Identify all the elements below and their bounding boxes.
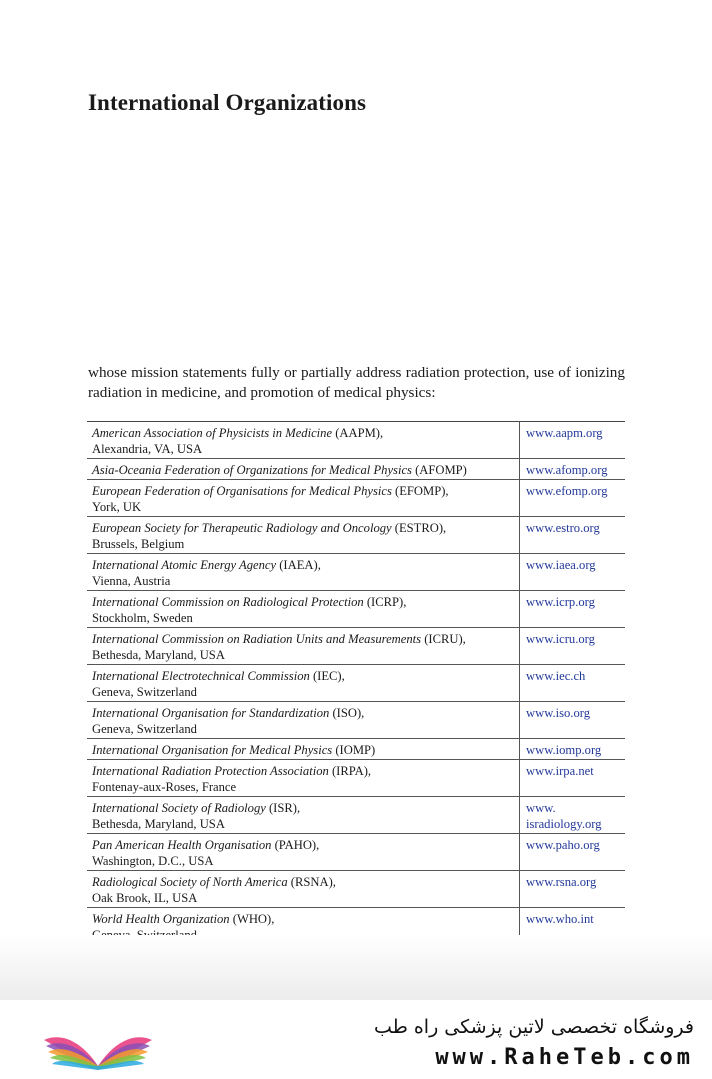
organization-cell (87, 702, 520, 739)
website-link[interactable]: www.icrp.org (520, 591, 626, 628)
table-row (87, 628, 625, 665)
organization-name: International Organisation for Standardization (92, 706, 330, 720)
organization-cell (87, 628, 520, 665)
organization-name: International Society of Radiology (92, 801, 266, 815)
table-row (87, 480, 625, 517)
organization-cell (87, 422, 520, 459)
organization-abbreviation: (PAHO), (271, 838, 320, 852)
organization-cell (87, 834, 520, 871)
organization-abbreviation: (RSNA), (287, 875, 336, 889)
table-row (87, 517, 625, 554)
organization-cell (87, 739, 520, 760)
table-row (87, 834, 625, 871)
organization-cell (87, 591, 520, 628)
organization-name: Radiological Society of North America (92, 875, 288, 889)
organization-name: International Commission on Radiological Protection (92, 595, 364, 609)
website-link[interactable]: www.aapm.org (520, 422, 626, 459)
store-name: فروشگاه تخصصی لاتین پزشکی راه طب (374, 1016, 694, 1038)
organization-abbreviation: (IOMP) (332, 743, 376, 757)
table-row (87, 871, 625, 908)
table-row (87, 459, 625, 480)
organization-abbreviation: (WHO), (229, 912, 275, 926)
organization-location: Bethesda, Maryland, USA (92, 817, 225, 831)
organization-abbreviation: (AAPM), (332, 426, 384, 440)
organization-location: Alexandria, VA, USA (92, 442, 203, 456)
website-link[interactable]: www.irpa.net (520, 760, 626, 797)
table-row (87, 422, 625, 459)
organization-cell (87, 871, 520, 908)
organization-location: Bethesda, Maryland, USA (92, 648, 225, 662)
organization-abbreviation: (ISO), (329, 706, 365, 720)
organization-name: World Health Organization (92, 912, 230, 926)
organization-location: Stockholm, Sweden (92, 611, 193, 625)
table-row (87, 797, 625, 834)
organization-abbreviation: (IAEA), (276, 558, 321, 572)
organization-cell (87, 517, 520, 554)
organization-name: European Federation of Organisations for Medical Physics (92, 484, 392, 498)
organization-abbreviation: (IEC), (309, 669, 345, 683)
organization-name: Pan American Health Organisation (92, 838, 272, 852)
organization-location: Vienna, Austria (92, 574, 171, 588)
website-link[interactable]: www.rsna.org (520, 871, 626, 908)
table-row (87, 702, 625, 739)
organization-abbreviation: (ISR), (265, 801, 301, 815)
organization-name: American Association of Physicists in Medicine (92, 426, 333, 440)
organization-cell (87, 665, 520, 702)
page-title: International Organizations (88, 90, 367, 115)
table-row (87, 554, 625, 591)
organizations-table (87, 421, 625, 945)
table-row (87, 739, 625, 760)
website-link[interactable]: www.icru.org (520, 628, 626, 665)
website-link[interactable]: www.iso.org (520, 702, 626, 739)
organization-name: International Atomic Energy Agency (92, 558, 277, 572)
organization-abbreviation: (IRPA), (328, 764, 372, 778)
organization-cell (87, 459, 520, 480)
website-link[interactable]: www.who.int (526, 912, 594, 926)
website-link[interactable]: www. isradiology.org (520, 797, 626, 834)
organization-location: Geneva, Switzerland (92, 685, 197, 699)
organizations-table-body (87, 422, 625, 945)
organization-cell (87, 797, 520, 834)
intro-paragraph: whose mission statements fully or partially address radiation protection, use of ionizing radiation in medicine, and promotion of medical physics: (88, 364, 625, 401)
organization-location: Washington, D.C., USA (92, 854, 214, 868)
open-book-logo-icon (40, 1012, 156, 1072)
page-bottom-shadow (0, 935, 712, 1000)
organization-location: Geneva, Switzerland (92, 722, 197, 736)
organization-abbreviation: (ICRU), (421, 632, 466, 646)
organization-location: Fontenay-aux-Roses, France (92, 780, 237, 794)
website-link[interactable]: www.iaea.org (520, 554, 626, 591)
organization-location: York, UK (92, 500, 142, 514)
organization-location: Oak Brook, IL, USA (92, 891, 198, 905)
website-link[interactable]: www.estro.org (520, 517, 626, 554)
table-row (87, 665, 625, 702)
organization-cell (87, 760, 520, 797)
organization-cell (87, 480, 520, 517)
store-banner (0, 1000, 712, 1079)
website-link[interactable]: www.iomp.org (520, 739, 626, 760)
organization-name: International Organisation for Medical Physics (92, 743, 333, 757)
organization-name: European Society for Therapeutic Radiology and Oncology (92, 521, 392, 535)
website-link[interactable]: www.afomp.org (520, 459, 626, 480)
organization-name: International Electrotechnical Commission (92, 669, 310, 683)
organization-location: Brussels, Belgium (92, 537, 185, 551)
organization-abbreviation: (AFOMP) (411, 463, 467, 477)
organization-abbreviation: (ESTRO), (391, 521, 447, 535)
store-url-link[interactable]: www.RaheTeb.com (435, 1045, 694, 1070)
organization-abbreviation: (EFOMP), (391, 484, 449, 498)
website-link[interactable]: www.iec.ch (520, 665, 626, 702)
website-link[interactable]: www.paho.org (520, 834, 626, 871)
organization-cell (87, 554, 520, 591)
website-link[interactable]: www.efomp.org (520, 480, 626, 517)
organization-name: International Radiation Protection Association (92, 764, 329, 778)
table-row (87, 591, 625, 628)
organization-name: International Commission on Radiation Units and Measurements (92, 632, 422, 646)
organization-name: Asia-Oceania Federation of Organizations for Medical Physics (92, 463, 412, 477)
organization-abbreviation: (ICRP), (363, 595, 407, 609)
table-row (87, 760, 625, 797)
